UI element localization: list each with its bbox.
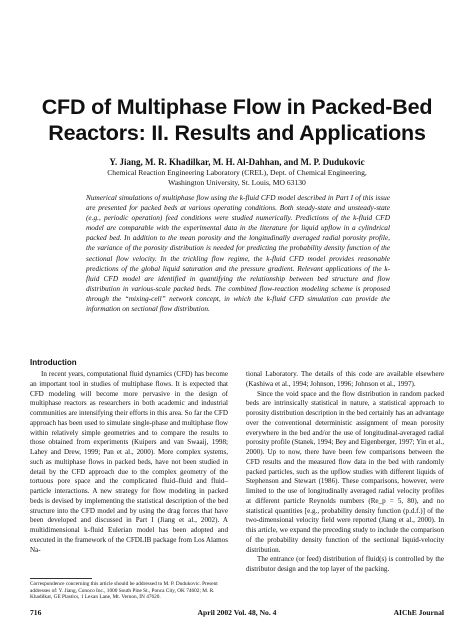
paper-title xyxy=(30,94,444,146)
title-line-1: CFD of Multiphase Flow in Packed-Bed xyxy=(41,95,433,119)
paragraph: Since the void space and the flow distribution in random packed beds are intrinsically statistical in nature, a statistical approach to porosity distribution description in the bed certainly has an advantage over the conventional deterministic assignment of mean porosity everywhere in the bed and/or the use of longitudinal-averaged radial porosity profile (Stanek, 1994; Bey and Eigenberger, 1997; Yin et al., 2000). Up to now, there have been few comparisons between the CFD results and the measured flow data in the bed with randomly packed particles, such as the upflow studies with different liquids of Stephenson and Stewart (1986). These comparisons, however, were limited to the use of longitudinally averaged radial velocity profiles at different particle Reynolds numbers (Re_p = 5, 80), and no statistical quantities [e.g., probability density function (p.d.f.)] of the two-dimensional velocity field were reported (Jiang et al., 2000). In this article, we expand the preceding study to include the comparison of the probability density function of the sectional liquid-velocity distribution. xyxy=(246,389,444,554)
body-column-left xyxy=(30,370,228,555)
affiliation xyxy=(60,168,414,188)
page-number: 716 xyxy=(30,608,42,617)
abstract: Numerical simulations of multiphase flow using the k-fluid CFD model described in Part I of this issue are presented for packed beds at various operating conditions. Both steady-state and unsteady-state (e.g., periodic operation) feed conditions were studied numerically. Predictions of the k-fluid CFD model are comparable with the experimental data in the literature for liquid upflow in a cylindrical packed bed. In addition to the mean porosity and the longitudinally averaged radial porosity profile, the variance of the porosity distribution is needed for predicting the probability density function of the sectional flow velocity. In the trickling flow regime, the k-fluid CFD model provides reasonable predictions of the global liquid saturation and the pressure gradient. Relevant applications of the k-fluid CFD model are identified in quantifying the relationship between bed structure and flow distribution in various-scale packed beds. The combined flow-reaction modeling scheme is proposed through the “mixing-cell” network concept, in which the k-fluid CFD simulation can provide the information on sectional flow distribution. xyxy=(86,193,390,314)
correspondence-footnote: Correspondence concerning this article should be addressed to M. P. Dudukovic. Present addresses of: Y. Jiang, Conoco Inc., 1000 South Pine St., Ponca City, OK 74602; M. R. Khadilkar, GE Plastics, 1 Lexan Lane, Mt. Vernon, IN 47620. xyxy=(30,581,218,601)
title-line-2: Reactors: II. Results and Applications xyxy=(48,121,426,145)
section-heading-introduction: Introduction xyxy=(30,358,77,367)
affiliation-line-2: Washington University, St. Louis, MO 63130 xyxy=(168,178,306,187)
affiliation-line-1: Chemical Reaction Engineering Laboratory (CREL), Dept. of Chemical Engineering, xyxy=(107,168,367,177)
footnote-rule xyxy=(30,578,92,579)
paragraph: The entrance (or feed) distribution of fluid(s) is controlled by the distributor design and the top layer of the packing. xyxy=(246,555,444,573)
body-column-right xyxy=(246,370,444,575)
author-list: Y. Jiang, M. R. Khadilkar, M. H. Al-Dahhan, and M. P. Dudukovic xyxy=(109,157,365,167)
journal-name: AIChE Journal xyxy=(393,608,444,617)
paragraph: In recent years, computational fluid dynamics (CFD) has become an important tool in studies of multiphase flows. It is expected that CFD modeling will become more pervasive in the design of multiphase reactors as researchers in both academic and industrial communities are intensifying their efforts in this area. So far the CFD approach has been used to simulate single-phase and multiphase flow within relatively simple geometries and to compare the results to those obtained from experiments (Kuipers and van Swaaij, 1998; Lahey and Drew, 1999; Pan et al., 2000). More complex systems, such as multiphase flows in packed beds, have not been studied in detail by the CFD approach due to the complex geometry of the tortuous pore space and the complicated fluid–fluid and fluid–particle interactions. A new strategy for flow modeling in packed beds is devised by implementing the statistical description of the bed structure into the CFD model and by using the drag forces that have been developed and discussed in Part I (Jiang et al., 2002). A multidimensional k-fluid Eulerian model has been adopted and executed in the framework of the CFDLIB package from Los Alamos Na- xyxy=(30,370,228,554)
issue-info: April 2002 Vol. 48, No. 4 xyxy=(197,608,277,617)
paragraph: tional Laboratory. The details of this code are available elsewhere (Kashiwa et al., 1994; Johnson, 1996; Johnson et al., 1997). xyxy=(246,370,444,388)
